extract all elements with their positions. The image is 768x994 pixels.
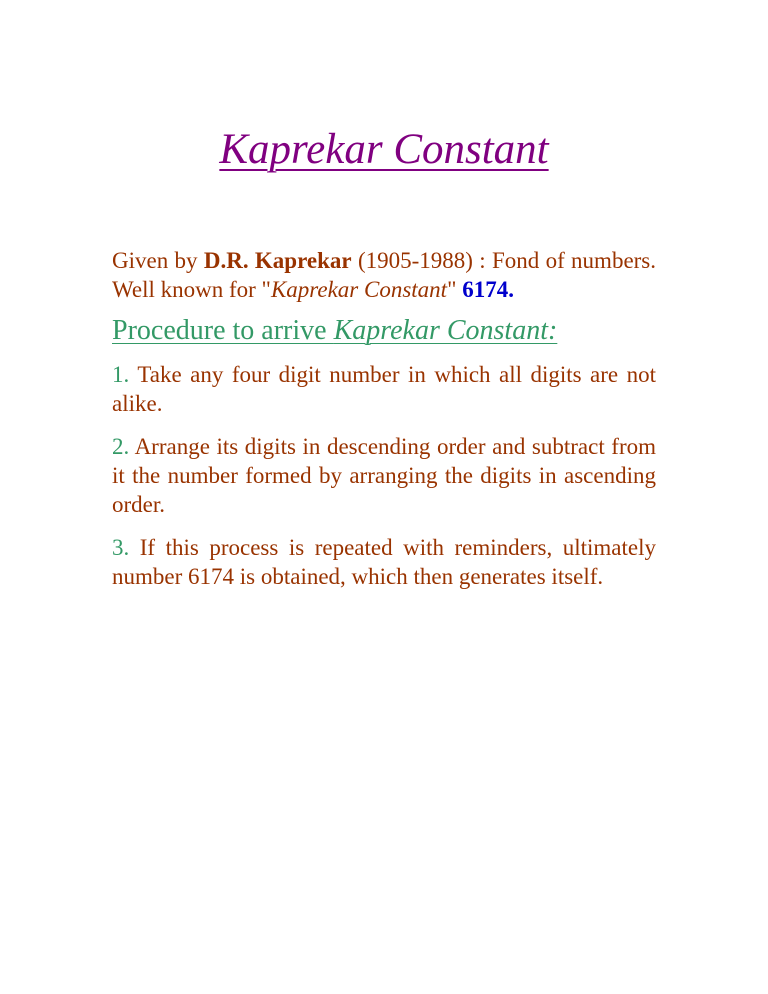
step-3-text: If this process is repeated with reminders, ultimately number 6174 is obtained, which then generates itself. bbox=[112, 535, 656, 589]
intro-paragraph bbox=[112, 246, 656, 304]
step-1 bbox=[112, 360, 656, 418]
step-3-number: 3. bbox=[112, 535, 130, 560]
step-1-text: Take any four digit number in which all digits are not alike. bbox=[112, 362, 656, 416]
procedure-heading-plain: Procedure to arrive bbox=[112, 315, 334, 346]
procedure-heading-italic: Kaprekar Constant: bbox=[333, 315, 558, 346]
procedure-heading bbox=[112, 314, 656, 348]
constant-number: 6174. bbox=[462, 277, 514, 302]
author-name: D.R. Kaprekar bbox=[203, 248, 352, 273]
step-1-number: 1. bbox=[112, 362, 130, 387]
intro-years: (1905-1988) : Fond of numbers. Well known for " bbox=[112, 248, 657, 302]
content-body bbox=[112, 246, 656, 605]
intro-given-by: Given by bbox=[112, 248, 198, 273]
step-2 bbox=[112, 432, 656, 519]
page-title: Kaprekar Constant bbox=[219, 126, 549, 173]
intro-quote-close: " bbox=[447, 277, 457, 302]
constant-name: Kaprekar Constant bbox=[270, 277, 448, 302]
step-2-number: 2. bbox=[112, 434, 130, 459]
step-2-text: Arrange its digits in descending order and subtract from it the number formed by arranging the digits in ascending order. bbox=[112, 434, 656, 517]
step-3 bbox=[112, 533, 656, 591]
